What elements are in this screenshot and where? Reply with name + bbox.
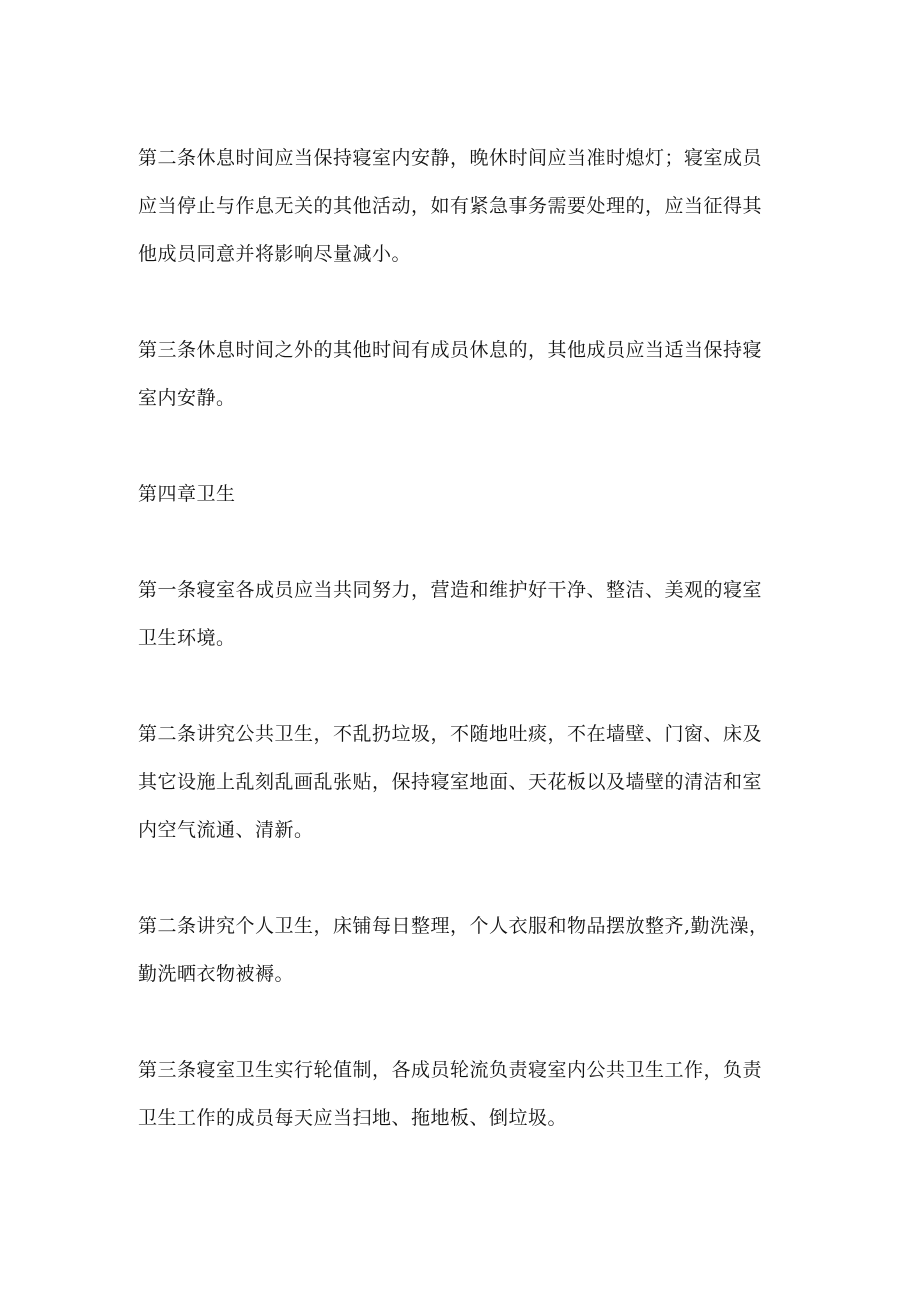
chapter-heading-text: 第四章卫生: [138, 483, 236, 505]
paragraph-line: 卫生环境。: [138, 627, 236, 649]
paragraph-article-1-environment: [138, 566, 788, 662]
chapter-heading-hygiene: [138, 470, 788, 518]
paragraph-line: 应当停止与作息无关的其他活动，如有紧急事务需要处理的，应当征得其: [138, 195, 763, 217]
paragraph-line: 他成员同意并将影响尽量减小。: [138, 243, 412, 265]
paragraph-article-3-duty-rotation: [138, 1046, 788, 1142]
paragraph-line: 卫生工作的成员每天应当扫地、拖地板、倒垃圾。: [138, 1107, 568, 1129]
paragraph-line: 第二条讲究个人卫生，床铺每日整理，个人衣服和物品摆放整齐,勤洗澡，: [138, 915, 769, 937]
paragraph-article-3-other-time: [138, 326, 788, 422]
paragraph-article-2-personal-hygiene: [138, 902, 788, 998]
paragraph-line: 第二条讲究公共卫生，不乱扔垃圾，不随地吐痰，不在墙壁、门窗、床及: [138, 723, 763, 745]
paragraph-line: 勤洗晒衣物被褥。: [138, 963, 295, 985]
paragraph-line: 其它设施上乱刻乱画乱张贴，保持寝室地面、天花板以及墙壁的清洁和室: [138, 771, 763, 793]
paragraph-line: 内空气流通、清新。: [138, 819, 314, 841]
paragraph-article-2-public-hygiene: [138, 710, 788, 854]
paragraph-line: 第一条寝室各成员应当共同努力，营造和维护好干净、整洁、美观的寝室: [138, 579, 763, 601]
paragraph-line: 第三条休息时间之外的其他时间有成员休息的，其他成员应当适当保持寝: [138, 339, 763, 361]
paragraph-line: 第二条休息时间应当保持寝室内安静，晚休时间应当准时熄灯；寝室成员: [138, 147, 763, 169]
paragraph-line: 室内安静。: [138, 387, 236, 409]
paragraph-line: 第三条寝室卫生实行轮值制，各成员轮流负责寝室内公共卫生工作，负责: [138, 1059, 763, 1081]
paragraph-article-2-rest-time: [138, 134, 788, 278]
